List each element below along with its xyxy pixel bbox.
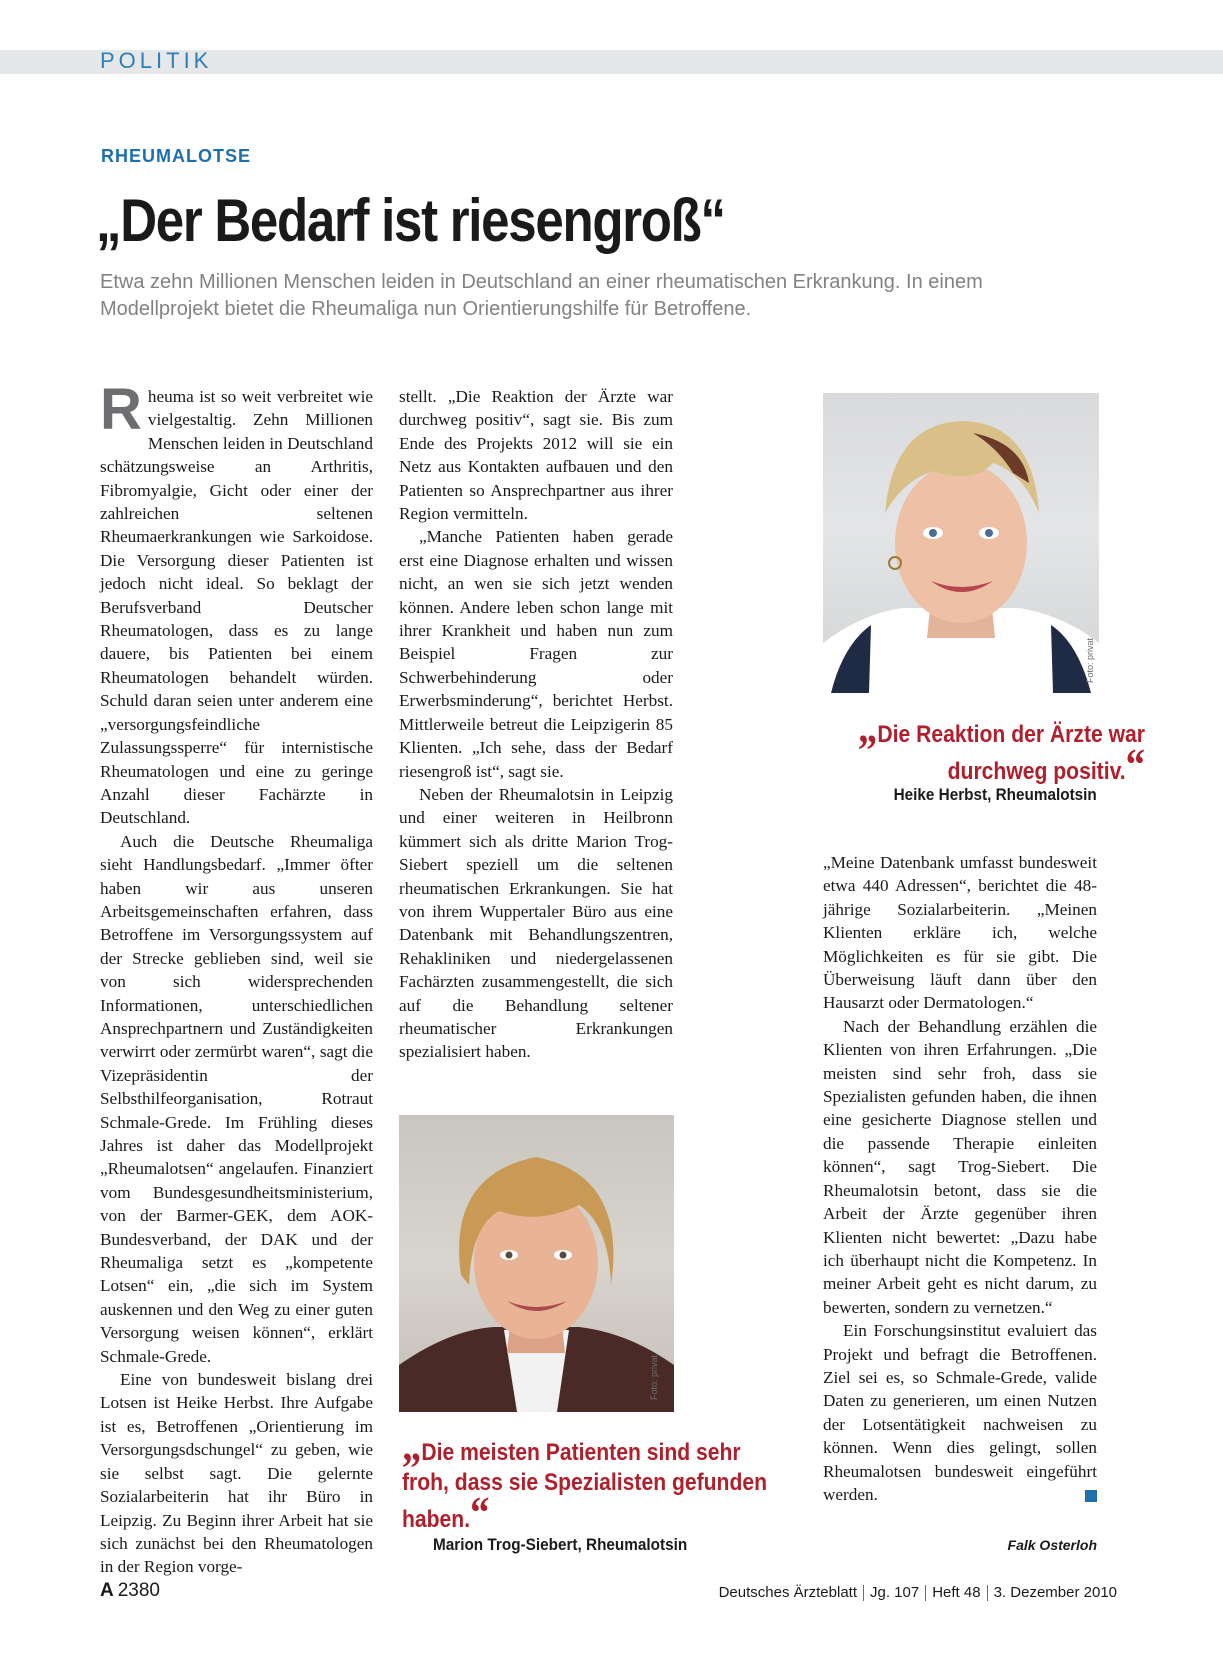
issue-date: 3. Dezember 2010 [993, 1584, 1117, 1601]
pull-quote-text: Die meisten Patienten sind sehr froh, dass sie Spezialisten gefunden haben. [402, 1439, 767, 1533]
page-prefix: A [100, 1580, 114, 1601]
paragraph [100, 377, 373, 830]
paragraph: Eine von bundesweit bislang drei Lotsen ist Heike Herbst. Ihre Aufgabe ist es, Betroffenen „Orientierung im Versorgungsdschungel“ zu geben, wie sie selbst sagt. Die gelernte Sozialarbeiterin hat ihr Büro in Leipzig. Zu Beginn ihrer Arbeit hat sie sich zunächst bei den Rheumatologen in der Region vorge- [100, 1370, 373, 1577]
paragraph [823, 1319, 1097, 1506]
paragraph-text: heuma ist so weit verbreitet wie vielgestaltig. Zehn Millionen Menschen leiden in Deutschland schätzungsweise an Arthritis, Fibromyalgie, Gicht oder einer der zahlreichen seltenen Rheumaerkrankungen wie Sarkoidose. Die Versorgung dieser Patienten ist jedoch nicht ideal. So beklagt der Berufsverband Deutscher Rheumatologen, dass es zu lange dauere, bis Patienten bei einem Rheumatologen behandelt würden. Schuld daran seien unter anderem eine „versorgungsfeindliche Zulassungssperre“ für internistische Rheumatologen und eine zu geringe Anzahl dieser Fachärzte in Deutschland. [100, 387, 373, 828]
divider [987, 1585, 988, 1601]
paragraph: Neben der Rheumalotsin in Leipzig und einer weiteren in Heilbronn kümmert sich als dritte Marion Trog-Siebert speziell um die seltenen rheumatischen Erkrankungen. Sie hat von ihrem Wuppertaler Büro aus eine Datenbank mit Behandlungszentren, Rehakliniken und niedergelassenen Fachärzten zusammengestellt, die sich auf die Behandlung seltener rheumatischer Erkrankungen spezialisiert haben. [399, 784, 673, 1062]
paragraph: stellt. „Die Reaktion der Ärzte war durchweg positiv“, sagt sie. Bis zum Ende des Projekts 2012 will sie ein Netz aus Kontakten aufbauen und den Patienten so Ansprechpartner aus ihrer Region vermitteln. [399, 387, 673, 524]
open-quote-mark: „ [858, 703, 878, 752]
photo-credit: Foto: privat [649, 1354, 659, 1400]
lead-text: Etwa zehn Millionen Menschen leiden in Deutschland an einer rheumatischen Erkrankung. In einem Modellprojekt bietet die Rheumaliga nun Orientierungshilfe für Betroffene. [100, 271, 983, 320]
dropcap: R [100, 377, 142, 442]
photo-credit: Foto: privat [1085, 637, 1095, 683]
pull-quote-1 [793, 703, 1145, 789]
portrait-photo-heike-herbst [823, 393, 1099, 693]
article-column-1 [100, 377, 373, 1579]
section-label: POLITIK [100, 48, 213, 73]
paragraph: Auch die Deutsche Rheumaliga sieht Handlungsbedarf. „Immer öfter haben wir aus unseren Arbeitsgemeinschaften erfahren, dass Betroffene im Versorgungssystem auf der Strecke geblieben sind, weil sie von sich widersprechenden Informationen, unterschiedlichen Ansprechpartnern und Zuständigkeiten verwirrt oder zermürbt waren“, sagt die Vizepräsidentin der Selbsthilfeorganisation, Rotraut Schmale-Grede. Im Frühling dieses Jahres ist daher das Modellprojekt „Rheumalotsen“ angelaufen. Finanziert vom Bundesgesundheitsministerium, von der Barmer-GEK, dem AOK-Bundesverband, der DAK und der Rheumaliga setzt es „kompetente Lotsen“ ein, „die sich im System auskennen und den Weg zu einer guten Versorgung weisen können“, erklärt Schmale-Grede. [100, 831, 373, 1366]
headline: „Der Bedarf ist riesengroß“ [96, 187, 725, 254]
journal-footer [719, 1584, 1117, 1601]
pull-quote-2 [402, 1421, 772, 1537]
pull-quote-attribution: Heike Herbst, Rheumalotsin [893, 785, 1097, 804]
issue: Heft 48 [932, 1584, 981, 1601]
portrait-illustration [823, 393, 1099, 693]
pull-quote-text: Die Reaktion der Ärzte war durchweg positiv. [877, 721, 1145, 785]
portrait-photo-marion-trog-siebert [399, 1115, 674, 1412]
kicker: RHEUMALOTSE [101, 146, 251, 166]
paragraph: „Manche Patienten haben gerade erst eine Diagnose erhalten und wissen nicht, an wen sie sich jetzt wenden können. Andere leben schon lange mit ihrer Krankheit und haben nun zum Beispiel Fragen zur Schwerbehinderung oder Erwerbsminderung“, berichtet Herbst. Mittlerweile betreut die Leipzigerin 85 Klienten. „Ich sehe, dass der Bedarf riesengroß ist“, sagt sie. [399, 527, 673, 781]
article-column-2 [399, 385, 673, 1064]
pull-quote-attribution: Marion Trog-Siebert, Rheumalotsin [433, 1535, 688, 1554]
divider [925, 1585, 926, 1601]
article-column-3 [823, 851, 1097, 1506]
open-quote-mark: „ [402, 1421, 422, 1470]
portrait-illustration [399, 1115, 674, 1412]
close-quote-mark: “ [470, 1488, 490, 1537]
close-quote-mark: “ [1125, 740, 1145, 789]
divider [863, 1585, 864, 1601]
paragraph-text: Ein Forschungsinstitut evaluiert das Projekt und befragt die Betroffenen. Ziel sei es, so Schmale-Grede, valide Daten zu generieren, um einen Nutzen der Lotsentätigkeit nachweisen zu können. Wenn dies gelingt, sollen Rheumalotsen bundesweit eingeführt werden. [823, 1321, 1097, 1504]
paragraph: „Meine Datenbank umfasst bundesweit etwa 440 Adressen“, berichtet die 48-jährige Sozialarbeiterin. „Meinen Klienten erkläre ich, welche Möglichkeiten es für sie gibt. Die Überweisung läuft dann über den Hausarzt oder Dermatologen.“ [823, 853, 1097, 1013]
author-byline: Falk Osterloh [1007, 1537, 1097, 1553]
end-mark-icon [1085, 1490, 1097, 1502]
page-number [100, 1580, 160, 1602]
journal-name: Deutsches Ärzteblatt [718, 1584, 857, 1601]
volume: Jg. 107 [870, 1584, 920, 1601]
page-number-value: 2380 [117, 1580, 161, 1601]
paragraph: Nach der Behandlung erzählen die Klienten von ihren Erfahrungen. „Die meisten sind sehr froh, dass sie Spezialisten gefunden haben, die ihnen eine gesicherte Diagnose stellen und die passende Therapie einleiten können“, sagt Trog-Siebert. Die Rheumalotsin betont, dass sie die Arbeit der Ärzte gegenüber ihren Klienten nicht bewertet: „Dazu habe ich überhaupt nicht die Kompetenz. In meiner Arbeit geht es nicht darum, zu bewerten, sondern zu vernetzen.“ [823, 1016, 1097, 1317]
